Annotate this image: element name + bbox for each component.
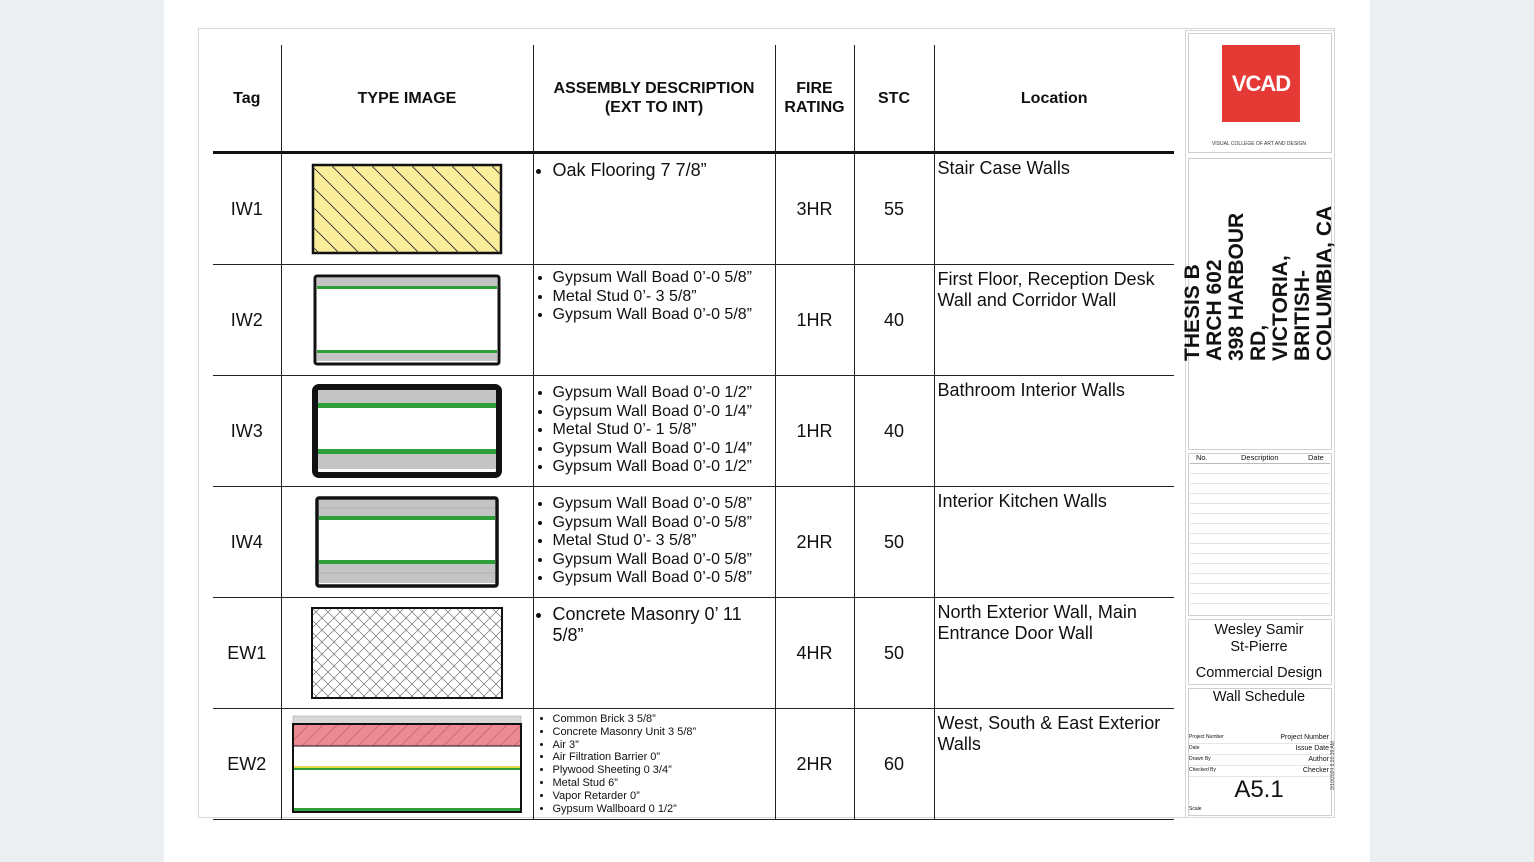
scale-label: Scale	[1189, 806, 1202, 812]
info-value: Author	[1308, 756, 1329, 763]
location-text: Bathroom Interior Walls	[934, 376, 1174, 487]
type-image-ew2	[281, 709, 533, 820]
revision-line	[1190, 503, 1330, 504]
revision-panel	[1188, 453, 1332, 616]
header-fire-line2: RATING	[784, 99, 845, 116]
revision-no-header: No.	[1196, 453, 1208, 462]
info-value: Issue Date	[1295, 745, 1329, 752]
type-image-iw2	[281, 265, 533, 376]
row-tag: IW4	[213, 487, 281, 598]
revision-line	[1190, 593, 1330, 594]
type-image-iw4	[281, 487, 533, 598]
revision-line	[1190, 523, 1330, 524]
assembly-description	[533, 376, 775, 487]
assembly-item: • Air 3”	[553, 739, 775, 752]
fire-rating: 1HR	[775, 376, 854, 487]
row-tag: IW1	[213, 153, 281, 265]
logo-caption: VISUAL COLLEGE OF ART AND DESIGN	[1211, 141, 1307, 147]
assembly-item: • Gypsum Wall Boad 0’-0 5/8”	[553, 269, 775, 288]
stc-value: 60	[854, 709, 934, 820]
assembly-item: • Concrete Masonry 0’ 11 5/8”	[553, 604, 775, 646]
project-line: COLUMBIA, CA	[1313, 205, 1336, 361]
assembly-item: • Gypsum Wall Boad 0’-0 5/8”	[553, 306, 775, 325]
info-key: Date	[1189, 745, 1200, 751]
header-type-image: TYPE IMAGE	[281, 45, 533, 153]
row-tag: EW1	[213, 598, 281, 709]
location-text: First Floor, Reception Desk Wall and Corridor Wall	[934, 265, 1174, 376]
assembly-description	[533, 598, 775, 709]
revision-line	[1190, 603, 1330, 604]
info-value: Checker	[1302, 767, 1329, 774]
assembly-item: • Air Filtration Barrier 0”	[553, 751, 775, 764]
fire-rating: 2HR	[775, 709, 854, 820]
row-tag: IW3	[213, 376, 281, 487]
info-row-project-number	[1189, 734, 1330, 744]
header-location: Location	[934, 45, 1174, 153]
header-fire-rating	[775, 45, 854, 153]
info-key: Drawn By	[1189, 756, 1211, 762]
header-assembly-line1: ASSEMBLY DESCRIPTION	[553, 80, 755, 97]
table-row	[213, 598, 1174, 709]
location-text: Stair Case Walls	[934, 153, 1174, 265]
table-row	[213, 487, 1174, 598]
assembly-item: • Metal Stud 0’- 3 5/8”	[553, 532, 775, 551]
header-tag: Tag	[213, 45, 281, 153]
assembly-item: • Metal Stud 6”	[553, 777, 775, 790]
fire-rating: 2HR	[775, 487, 854, 598]
row-tag: EW2	[213, 709, 281, 820]
type-image-ew1	[281, 598, 533, 709]
project-line: 398 HARBOUR RD,	[1225, 212, 1270, 361]
revision-line	[1190, 473, 1330, 474]
revision-divider	[1190, 463, 1330, 464]
assembly-item: • Gypsum Wall Boad 0’-0 1/4”	[553, 440, 775, 459]
stc-value: 50	[854, 598, 934, 709]
assembly-item: • Gypsum Wall Boad 0’-0 5/8”	[553, 495, 775, 514]
project-line: THESIS B	[1181, 264, 1204, 361]
header-row	[213, 45, 1174, 153]
assembly-item: • Common Brick 3 5/8”	[553, 713, 775, 726]
assembly-description	[533, 265, 775, 376]
assembly-item: • Gypsum Wall Boad 0’-0 5/8”	[553, 551, 775, 570]
info-value: Project Number	[1280, 734, 1329, 741]
table-row	[213, 709, 1174, 820]
revision-line	[1190, 573, 1330, 574]
vcad-logo: VCAD	[1222, 45, 1300, 122]
revision-date-header: Date	[1308, 453, 1324, 462]
location-text: North Exterior Wall, Main Entrance Door Wall	[934, 598, 1174, 709]
stc-value: 40	[854, 376, 934, 487]
print-timestamp: 3/10/2024 8:20:39 AM	[1330, 741, 1336, 790]
fire-rating: 3HR	[775, 153, 854, 265]
revision-description-header: Description	[1241, 453, 1279, 462]
info-key: Checked By	[1189, 767, 1216, 773]
project-line: ARCH 602	[1203, 259, 1226, 361]
header-stc: STC	[854, 45, 934, 153]
stc-value: 50	[854, 487, 934, 598]
assembly-item: • Metal Stud 0’- 1 5/8”	[553, 421, 775, 440]
table-row	[213, 376, 1174, 487]
revision-line	[1190, 513, 1330, 514]
assembly-item: • Gypsum Wall Boad 0’-0 1/2”	[553, 384, 775, 403]
wall-schedule-table	[213, 45, 1174, 820]
type-image-iw1	[281, 153, 533, 265]
project-title	[1181, 205, 1337, 361]
revision-line	[1190, 483, 1330, 484]
info-row-date	[1189, 745, 1330, 755]
assembly-description	[533, 487, 775, 598]
assembly-item: • Oak Flooring 7 7/8”	[553, 160, 775, 181]
sheet-name: Wall Schedule	[1212, 689, 1306, 705]
revision-line	[1190, 553, 1330, 554]
row-tag: IW2	[213, 265, 281, 376]
location-text: Interior Kitchen Walls	[934, 487, 1174, 598]
designer-line: St-Pierre	[1230, 639, 1288, 655]
revision-line	[1190, 493, 1330, 494]
header-fire-line1: FIRE	[796, 80, 833, 97]
fire-rating: 4HR	[775, 598, 854, 709]
assembly-item: • Gypsum Wallboard 0 1/2”	[553, 803, 775, 816]
course-name: Commercial Design	[1195, 665, 1323, 681]
revision-line	[1190, 563, 1330, 564]
info-row-drawn-by	[1189, 756, 1330, 766]
assembly-item: • Gypsum Wall Boad 0’-0 1/2”	[553, 458, 775, 477]
revision-line	[1190, 543, 1330, 544]
fire-rating: 1HR	[775, 265, 854, 376]
assembly-item: • Gypsum Wall Boad 0’-0 5/8”	[553, 569, 775, 588]
table-row	[213, 153, 1174, 265]
project-line: VICTORIA, BRITISH-	[1269, 255, 1314, 361]
header-assembly	[533, 45, 775, 153]
sheet-number: A5.1	[1234, 776, 1284, 803]
assembly-item: • Concrete Masonry Unit 3 5/8”	[553, 726, 775, 739]
header-assembly-line2: (EXT TO INT)	[604, 99, 704, 116]
assembly-item: • Gypsum Wall Boad 0’-0 5/8”	[553, 514, 775, 533]
assembly-item: • Vapor Retarder 0”	[553, 790, 775, 803]
assembly-item: • Plywood Sheeting 0 3/4”	[553, 764, 775, 777]
stc-value: 40	[854, 265, 934, 376]
assembly-item: • Gypsum Wall Boad 0’-0 1/4”	[553, 403, 775, 422]
designer-name	[1188, 622, 1330, 656]
revision-line	[1190, 533, 1330, 534]
assembly-description	[533, 709, 775, 820]
assembly-description	[533, 153, 775, 265]
location-text: West, South & East Exterior Walls	[934, 709, 1174, 820]
info-key: Project Number	[1189, 734, 1224, 740]
revision-line	[1190, 583, 1330, 584]
table-row	[213, 265, 1174, 376]
designer-line: Wesley Samir	[1214, 622, 1304, 638]
type-image-iw3	[281, 376, 533, 487]
assembly-item: • Metal Stud 0’- 3 5/8”	[553, 288, 775, 307]
stc-value: 55	[854, 153, 934, 265]
